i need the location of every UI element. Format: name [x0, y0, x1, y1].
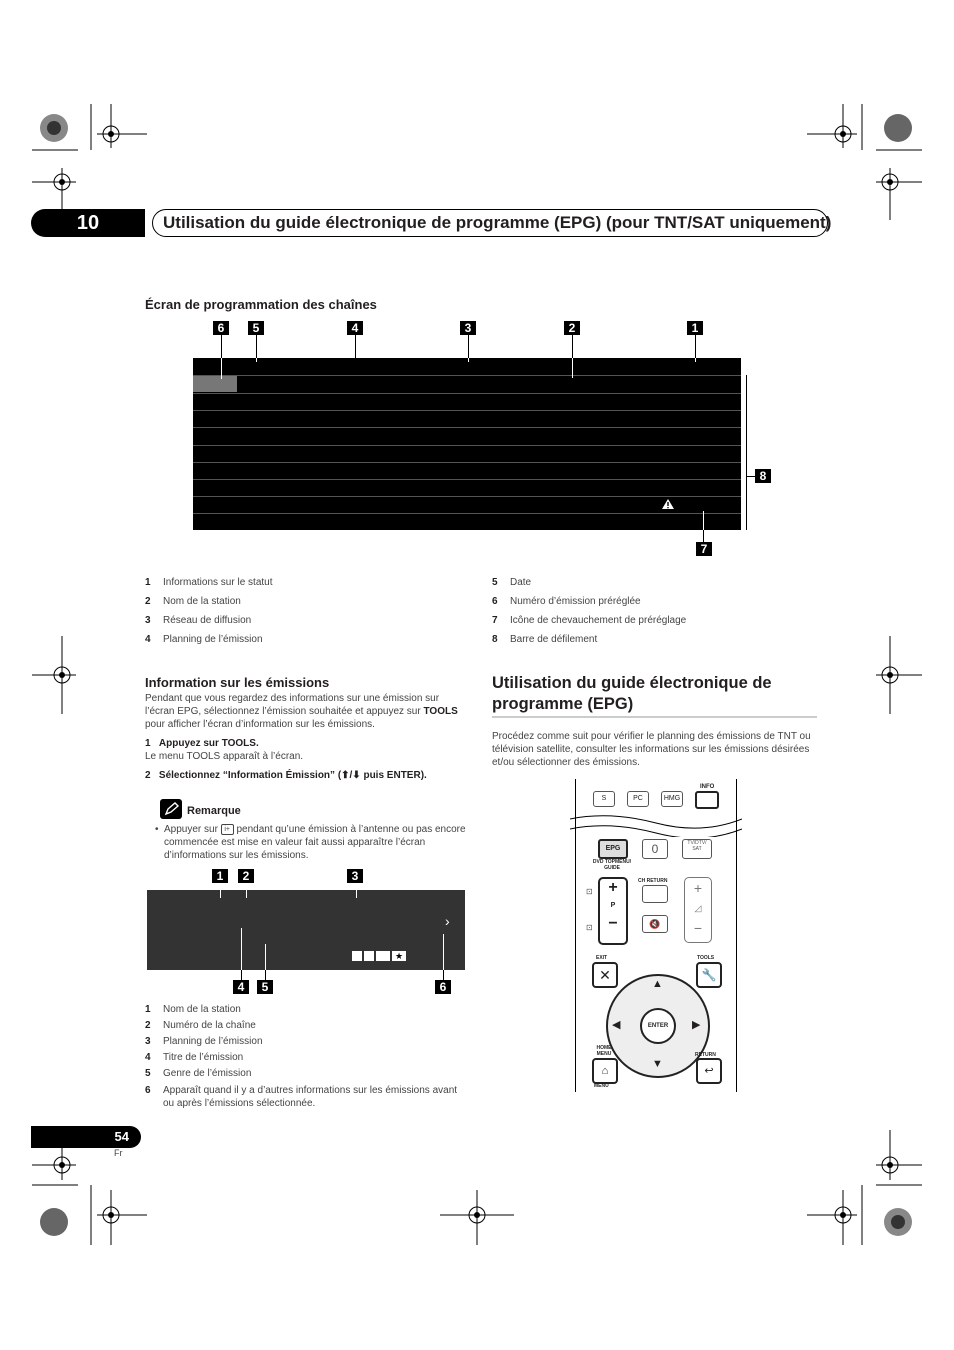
heading-rule	[492, 716, 817, 718]
remote-chreturn-label: CH RETURN	[638, 878, 668, 884]
info-intro: Pendant que vous regardez des informations sur une émission sur l’écran EPG, sélectionnez l’émission souhaitée et appuyez sur TOOLS pour afficher l’écran d’information sur les émissions.	[145, 693, 458, 730]
info-screen	[147, 890, 465, 970]
arrow-right-icon: ▶	[692, 1019, 701, 1031]
callout-1: 1	[687, 321, 703, 335]
page-number: 54	[31, 1126, 141, 1148]
remote-illustration	[575, 779, 737, 1092]
info-callout-1: 1	[212, 869, 228, 883]
section-heading-epg: Utilisation du guide électronique de programme (EPG)	[492, 674, 772, 713]
step-1-sub: Le menu TOOLS apparaît à l’écran.	[145, 751, 304, 762]
warning-icon	[661, 498, 675, 510]
info-callout-5: 5	[257, 980, 273, 994]
remote-info-icon	[695, 791, 719, 809]
blank-icon	[376, 951, 390, 961]
more-arrow-icon: ›	[445, 913, 450, 929]
note-pencil-icon	[160, 799, 182, 819]
remote-home-icon: ⌂	[592, 1058, 618, 1084]
teletext-icon	[364, 951, 374, 961]
legend-grid-left: 1 Informations sur le statut 2 Nom de la station 3 Réseau de diffusion 4 Planning de l’émission	[145, 577, 273, 645]
remote-btn-pc: PC	[627, 791, 649, 807]
remote-volume-rocker: + ◿ −	[684, 877, 712, 943]
callout-3: 3	[460, 321, 476, 335]
info-callout-3: 3	[347, 869, 363, 883]
info-callout-4: 4	[233, 980, 249, 994]
epg-grid-screen	[193, 358, 741, 530]
callout-6: 6	[213, 321, 229, 335]
language-code: Fr	[114, 1148, 123, 1158]
remote-mute-icon: 🔇	[642, 915, 668, 933]
step-1: 1 Appuyez sur TOOLS.	[145, 738, 259, 749]
remote-btn-hmg: HMG	[661, 791, 683, 807]
remote-tvdtv-button: TV/DTV/ SAT	[682, 839, 712, 859]
remote-return-label: RETURN	[695, 1052, 716, 1058]
favorite-star-icon: ★	[392, 951, 406, 961]
info-button-icon: i+	[221, 824, 234, 835]
info-status-icons	[352, 951, 406, 961]
callout-8: 8	[755, 469, 771, 483]
callout-7: 7	[696, 542, 712, 556]
remote-info-label: INFO	[700, 784, 715, 790]
remote-epg-button: EPG	[598, 839, 628, 859]
note-text: • Appuyer sur i+ pendant qu’une émission à l’antenne ou pas encore commencée est mise en valeur fait aussi apparaître l’écran d’informations sur les émissions.	[155, 824, 466, 861]
remote-btn-s: S	[593, 791, 615, 807]
legend-info: 1 Nom de la station 2 Numéro de la chaîne 3 Planning de l’émission 4 Titre de l’émission 5 Genre de l’émission 6 Apparaît quand il y a d’autres informations sur les émissions avant ou après l’émissions sélectionnée.	[145, 1004, 458, 1109]
remote-dpad	[606, 974, 710, 1078]
remote-exit-label: EXIT	[596, 955, 608, 961]
chapter-title: Utilisation du guide électronique de programme (EPG) (pour TNT/SAT uniquement)	[152, 209, 828, 237]
remote-chreturn-button	[642, 885, 668, 903]
step-2: 2 Sélectionnez “Information Émission” (⬆/⬇ puis ENTER).	[145, 770, 427, 781]
arrow-left-icon: ◀	[612, 1019, 621, 1031]
selected-cell	[193, 376, 237, 392]
epg-intro: Procédez comme suit pour vérifier le planning des émissions de TNT ou télévision satellite, consulter les informations sur les émissions désirées et/ou sélectionner des émissions.	[492, 731, 811, 768]
remote-tools-icon: 🔧	[696, 962, 722, 988]
note-title: Remarque	[187, 805, 241, 817]
remote-program-rocker: + P −	[598, 877, 628, 945]
remote-menu-label: MENU	[594, 1083, 609, 1089]
remote-input-icon-1: ⊡	[586, 887, 593, 896]
remote-cut-line	[570, 811, 742, 837]
arrow-up-icon: ▲	[652, 978, 663, 990]
arrow-down-icon: ▼	[652, 1058, 663, 1070]
remote-input-icon-2: ⊡	[586, 923, 593, 932]
subtitle-icon	[352, 951, 362, 961]
callout-2: 2	[564, 321, 580, 335]
remote-zero-button: 0	[642, 839, 668, 859]
remote-enter-button: ENTER	[640, 1008, 676, 1044]
remote-exit-icon: ✕	[592, 962, 618, 988]
section-heading-grid: Écran de programmation des chaînes	[145, 297, 377, 312]
info-callout-2: 2	[238, 869, 254, 883]
remote-return-icon: ↩	[696, 1058, 722, 1084]
legend-grid-right: 5 Date 6 Numéro d’émission préréglée 7 Icône de chevauchement de préréglage 8 Barre de défilement	[492, 577, 687, 645]
info-callout-6: 6	[435, 980, 451, 994]
chapter-number: 10	[31, 209, 145, 237]
remote-tools-label: TOOLS	[697, 955, 715, 961]
remote-dvd-label: DVD TOPMENU/ GUIDE	[592, 859, 632, 871]
callout-4: 4	[347, 321, 363, 335]
callout-5: 5	[248, 321, 264, 335]
section-heading-info: Information sur les émissions	[145, 675, 330, 690]
remote-home-label: HOME MENU	[596, 1045, 612, 1057]
